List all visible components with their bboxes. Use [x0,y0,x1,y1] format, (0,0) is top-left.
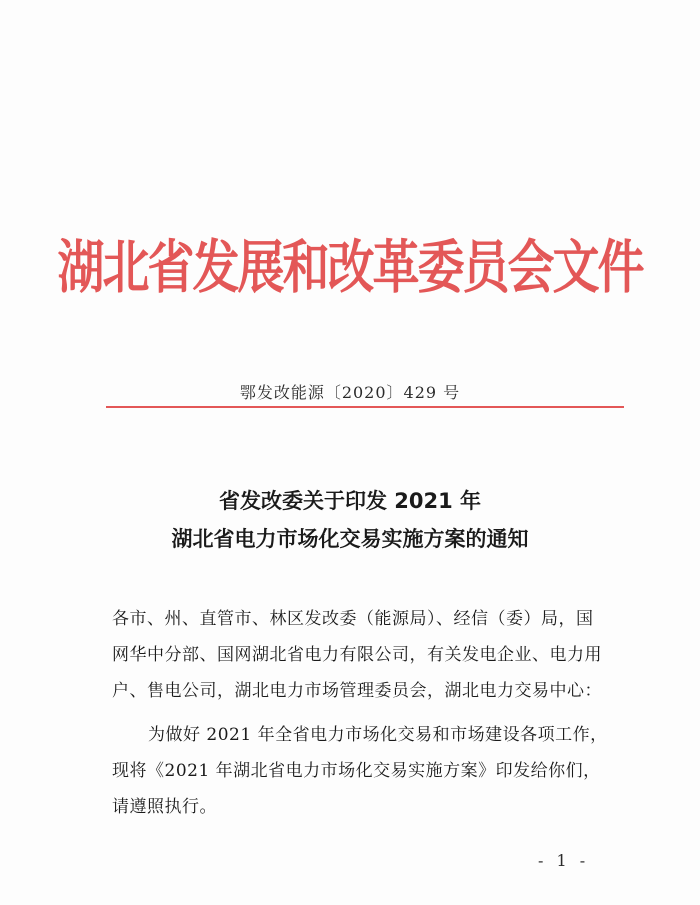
red-separator-line [106,406,624,408]
document-number: 鄂发改能源〔2020〕429 号 [239,383,461,402]
addressee-line-3: 户、售电公司，湖北电力市场管理委员会，湖北电力交易中心： [112,681,602,701]
body-paragraph-line-2: 现将《2021 年湖北省电力市场化交易实施方案》印发给你们， [112,761,601,781]
body-paragraph-line-1: 为做好 2021 年全省电力市场化交易和市场建设各项工作， [148,725,608,745]
notice-title-line-1: 省发改委关于印发 2021 年 [218,489,482,513]
body-paragraph-line-3: 请遵照执行。 [112,797,217,817]
document-header-title: 湖北省发展和改革委员会文件 [57,234,643,302]
page-number: - 1 - [538,851,590,870]
addressee-line-2: 网华中分部、国网湖北省电力有限公司，有关发电企业、电力用 [112,645,602,665]
notice-title-line-2: 湖北省电力市场化交易实施方案的通知 [171,527,529,551]
addressee-line-1: 各市、州、直管市、林区发改委（能源局）、经信（委）局，国 [112,609,594,629]
